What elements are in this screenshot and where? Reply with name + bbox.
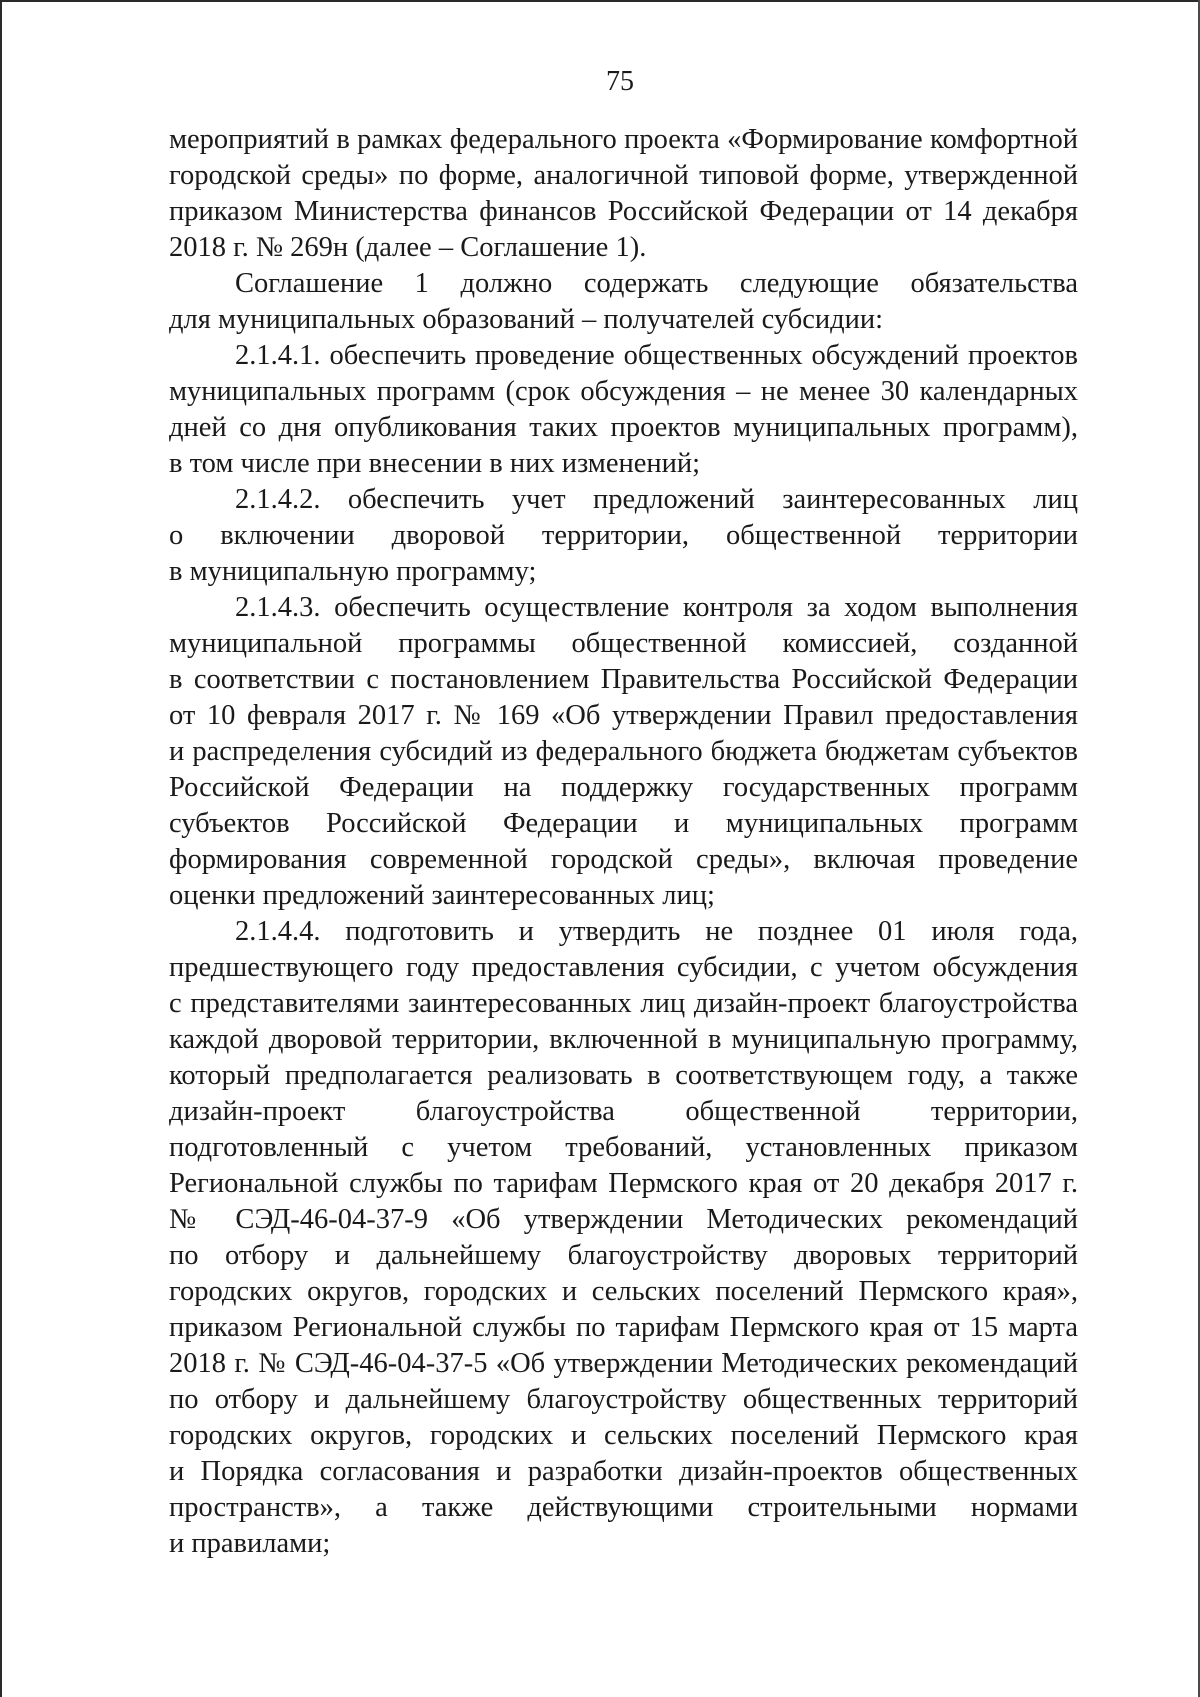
text-line: муниципальной программы общественной комиссией, созданной <box>169 628 1078 659</box>
text-line: о включении дворовой территории, общественной территории <box>169 520 1078 551</box>
text-line: и правилами; <box>169 1528 331 1559</box>
text-line: пространств», а также действующими строительными нормами <box>169 1492 1078 1523</box>
text-line: муниципальных программ (срок обсуждения – не менее 30 календарных <box>169 376 1078 407</box>
text-line: приказом Министерства финансов Российской Федерации от 14 декабря <box>169 196 1078 227</box>
text-line: городской среды» по форме, аналогичной типовой форме, утвержденной <box>169 160 1078 191</box>
text-line: каждой дворовой территории, включенной в муниципальную программу, <box>169 1024 1078 1055</box>
text-line: в муниципальную программу; <box>169 556 537 587</box>
text-line: субъектов Российской Федерации и муниципальных программ <box>169 808 1078 839</box>
text-line: по отбору и дальнейшему благоустройству общественных территорий <box>169 1384 1078 1415</box>
text-line: городских округов, городских и сельских поселений Пермского края», <box>169 1276 1078 1307</box>
document-body <box>169 122 1078 1562</box>
text-line: от 10 февраля 2017 г. № 169 «Об утверждении Правил предоставления <box>169 700 1078 731</box>
text-line: и распределения субсидий из федерального бюджета бюджетам субъектов <box>169 736 1078 767</box>
paragraph-first-line: 2.1.4.4. подготовить и утвердить не позднее 01 июля года, <box>235 916 1078 947</box>
text-line: подготовленный с учетом требований, установленных приказом <box>169 1132 1078 1163</box>
text-line: и Порядка согласования и разработки дизайн-проектов общественных <box>169 1456 1078 1487</box>
page-number: 75 <box>606 66 634 97</box>
text-line: 2018 г. № СЭД-46-04-37-5 «Об утверждении Методических рекомендаций <box>169 1348 1078 1379</box>
paragraph-first-line: 2.1.4.2. обеспечить учет предложений заинтересованных лиц <box>235 484 1078 515</box>
text-line: № СЭД-46-04-37-9 «Об утверждении Методических рекомендаций <box>169 1204 1078 1235</box>
text-line: приказом Региональной службы по тарифам Пермского края от 15 марта <box>169 1312 1078 1343</box>
text-line: 2018 г. № 269н (далее – Соглашение 1). <box>169 232 647 263</box>
text-line: мероприятий в рамках федерального проекта «Формирование комфортной <box>169 124 1078 155</box>
text-line: в соответствии с постановлением Правительства Российской Федерации <box>169 664 1078 695</box>
paragraph-first-line: 2.1.4.1. обеспечить проведение общественных обсуждений проектов <box>235 340 1078 371</box>
text-line: предшествующего году предоставления субсидии, с учетом обсуждения <box>169 952 1078 983</box>
page-border-left <box>0 0 2 1697</box>
text-line: который предполагается реализовать в соответствующем году, а также <box>169 1060 1078 1091</box>
text-line: дней со дня опубликования таких проектов муниципальных программ), <box>169 412 1078 443</box>
page-border-top <box>0 0 1200 2</box>
text-line: дизайн-проект благоустройства общественной территории, <box>169 1096 1078 1127</box>
paragraph-first-line: 2.1.4.3. обеспечить осуществление контроля за ходом выполнения <box>235 592 1078 623</box>
text-line: по отбору и дальнейшему благоустройству дворовых территорий <box>169 1240 1078 1271</box>
paragraph-first-line: Соглашение 1 должно содержать следующие обязательства <box>235 268 1078 299</box>
text-line: Региональной службы по тарифам Пермского края от 20 декабря 2017 г. <box>169 1168 1078 1199</box>
text-line: оценки предложений заинтересованных лиц; <box>169 880 715 911</box>
text-line: формирования современной городской среды», включая проведение <box>169 844 1078 875</box>
text-line: Российской Федерации на поддержку государственных программ <box>169 772 1078 803</box>
text-line: для муниципальных образований – получателей субсидии: <box>169 304 884 335</box>
text-line: в том числе при внесении в них изменений; <box>169 448 701 479</box>
text-line: городских округов, городских и сельских поселений Пермского края <box>169 1420 1078 1451</box>
text-line: с представителями заинтересованных лиц дизайн-проект благоустройства <box>169 988 1078 1019</box>
